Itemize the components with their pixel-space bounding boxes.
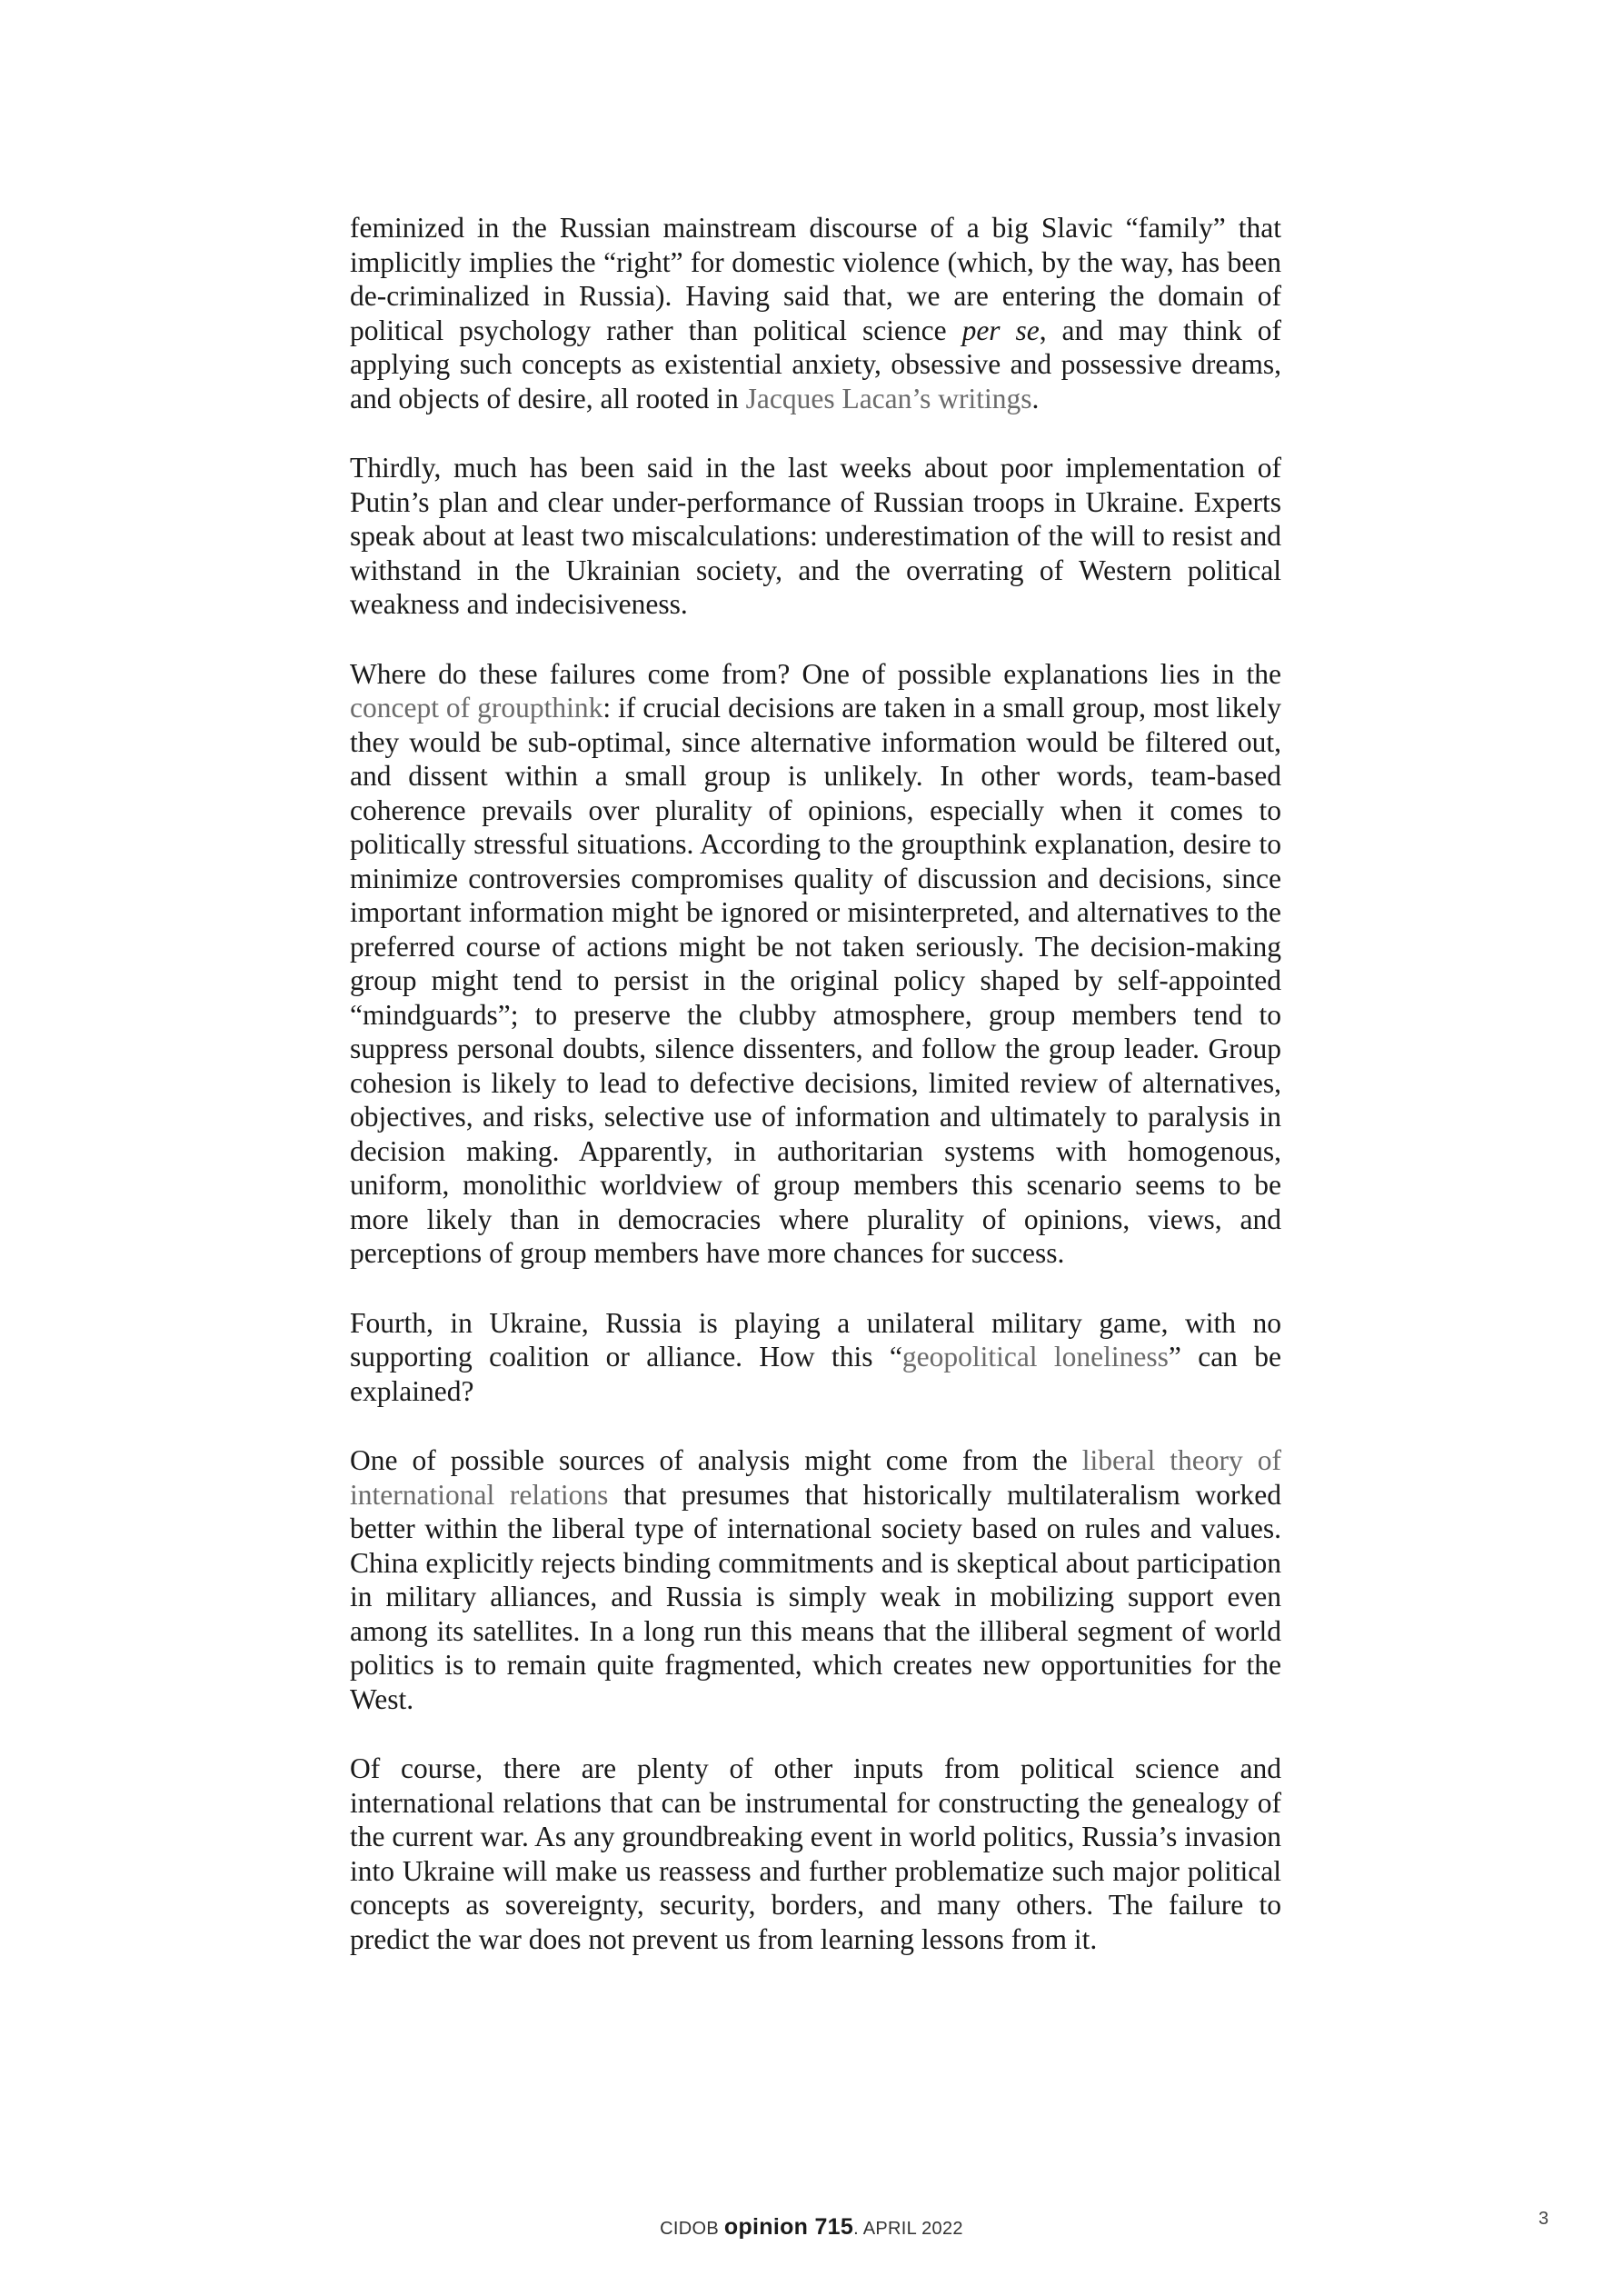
paragraph	[350, 1443, 1281, 1716]
paragraph-text: ” can be explained?	[350, 1341, 1282, 1407]
paragraph	[350, 211, 1281, 415]
page-number: 3	[1538, 2209, 1549, 2229]
paragraph-text: , and may think of applying such concepts as existential anxiety, obsessive and possessive dreams, and objects of desire, all rooted in	[350, 314, 1281, 414]
paragraph-text: Thirdly, much has been said in the last weeks about poor implementation of Putin’s plan and clear under-performance of Russian troops in Ukraine. Experts speak about at least two miscalculations: underestimation of the will to resist and withstand in the Ukrainian society, and the overrating of Western political weakness and indecisiveness.	[350, 452, 1281, 620]
hyperlink[interactable]: geopolitical loneliness	[901, 1341, 1169, 1373]
footer-publisher: CIDOB	[660, 2219, 724, 2239]
hyperlink[interactable]: Jacques Lacan’s writings	[745, 382, 1032, 414]
paragraph-text: .	[1031, 382, 1040, 414]
paragraph-text: that presumes that historically multilateralism worked better within the liberal type of international society based on rules and values. China explicitly rejects binding commitments and is skeptical about participation in military alliances, and Russia is simply weak in mobilizing support even among its satellites. In a long run this means that the illiberal segment of world politics is to remain quite fragmented, which creates new opportunities for the West.	[350, 1478, 1281, 1715]
paragraph-text: : if crucial decisions are taken in a small group, most likely they would be sub-optimal, since alternative information would be filtered out, and dissent within a small group is unlikely. In other words, team-based coherence prevails over plurality of opinions, especially when it comes to politically stressful situations. According to the groupthink explanation, desire to minimize controversies compromises quality of discussion and decisions, since important information might be ignored or misinterpreted, and alternatives to the preferred course of actions might be not taken seriously. The decision-making group might tend to persist in the original policy shaped by self-appointed “mindguards”; to preserve the clubby atmosphere, group members tend to suppress personal doubts, silence dissenters, and follow the group leader. Group cohesion is likely to lead to defective decisions, limited review of alternatives, objectives, and risks, selective use of information and ultimately to paralysis in decision making. Apparently, in authoritarian systems with homogenous, uniform, monolithic worldview of group members this scenario seems to be more likely than in democracies where plurality of opinions, views, and perceptions of group members have more chances for success.	[350, 692, 1281, 1269]
paragraph-text: feminized in the Russian mainstream discourse of a big Slavic “family” that implicitly implies the “right” for domestic violence (which, by the way, has been de-criminalized in Russia). Having said that, we are entering the domain of political psychology rather than political science	[350, 212, 1281, 346]
hyperlink[interactable]: concept of groupthink	[350, 692, 603, 724]
paragraph	[350, 657, 1281, 1271]
paragraph-text: One of possible sources of analysis might come from the	[350, 1444, 1082, 1476]
paragraph	[350, 451, 1281, 622]
page-footer	[0, 2214, 1623, 2241]
article-body	[350, 211, 1281, 1992]
hyperlink[interactable]: liberal theory of international relations	[350, 1444, 1281, 1511]
italic-text: per se	[961, 314, 1040, 346]
paragraph	[350, 1306, 1281, 1409]
paragraph-text: Of course, there are plenty of other inputs from political science and international relations that can be instrumental for constructing the genealogy of the current war. As any groundbreaking event in world politics, Russia’s invasion into Ukraine will make us reassess and further problematize such major political concepts as sovereignty, security, borders, and many others. The failure to predict the war does not prevent us from learning lessons from it.	[350, 1752, 1281, 1955]
paragraph-text: Fourth, in Ukraine, Russia is playing a unilateral military game, with no supporting coalition or alliance. How this “	[350, 1306, 1281, 1373]
paragraph	[350, 1752, 1281, 1956]
footer-series: opinion 715	[723, 2214, 854, 2240]
paragraph-text: Where do these failures come from? One of possible explanations lies in the	[350, 657, 1281, 690]
footer-date: . APRIL 2022	[853, 2219, 963, 2239]
